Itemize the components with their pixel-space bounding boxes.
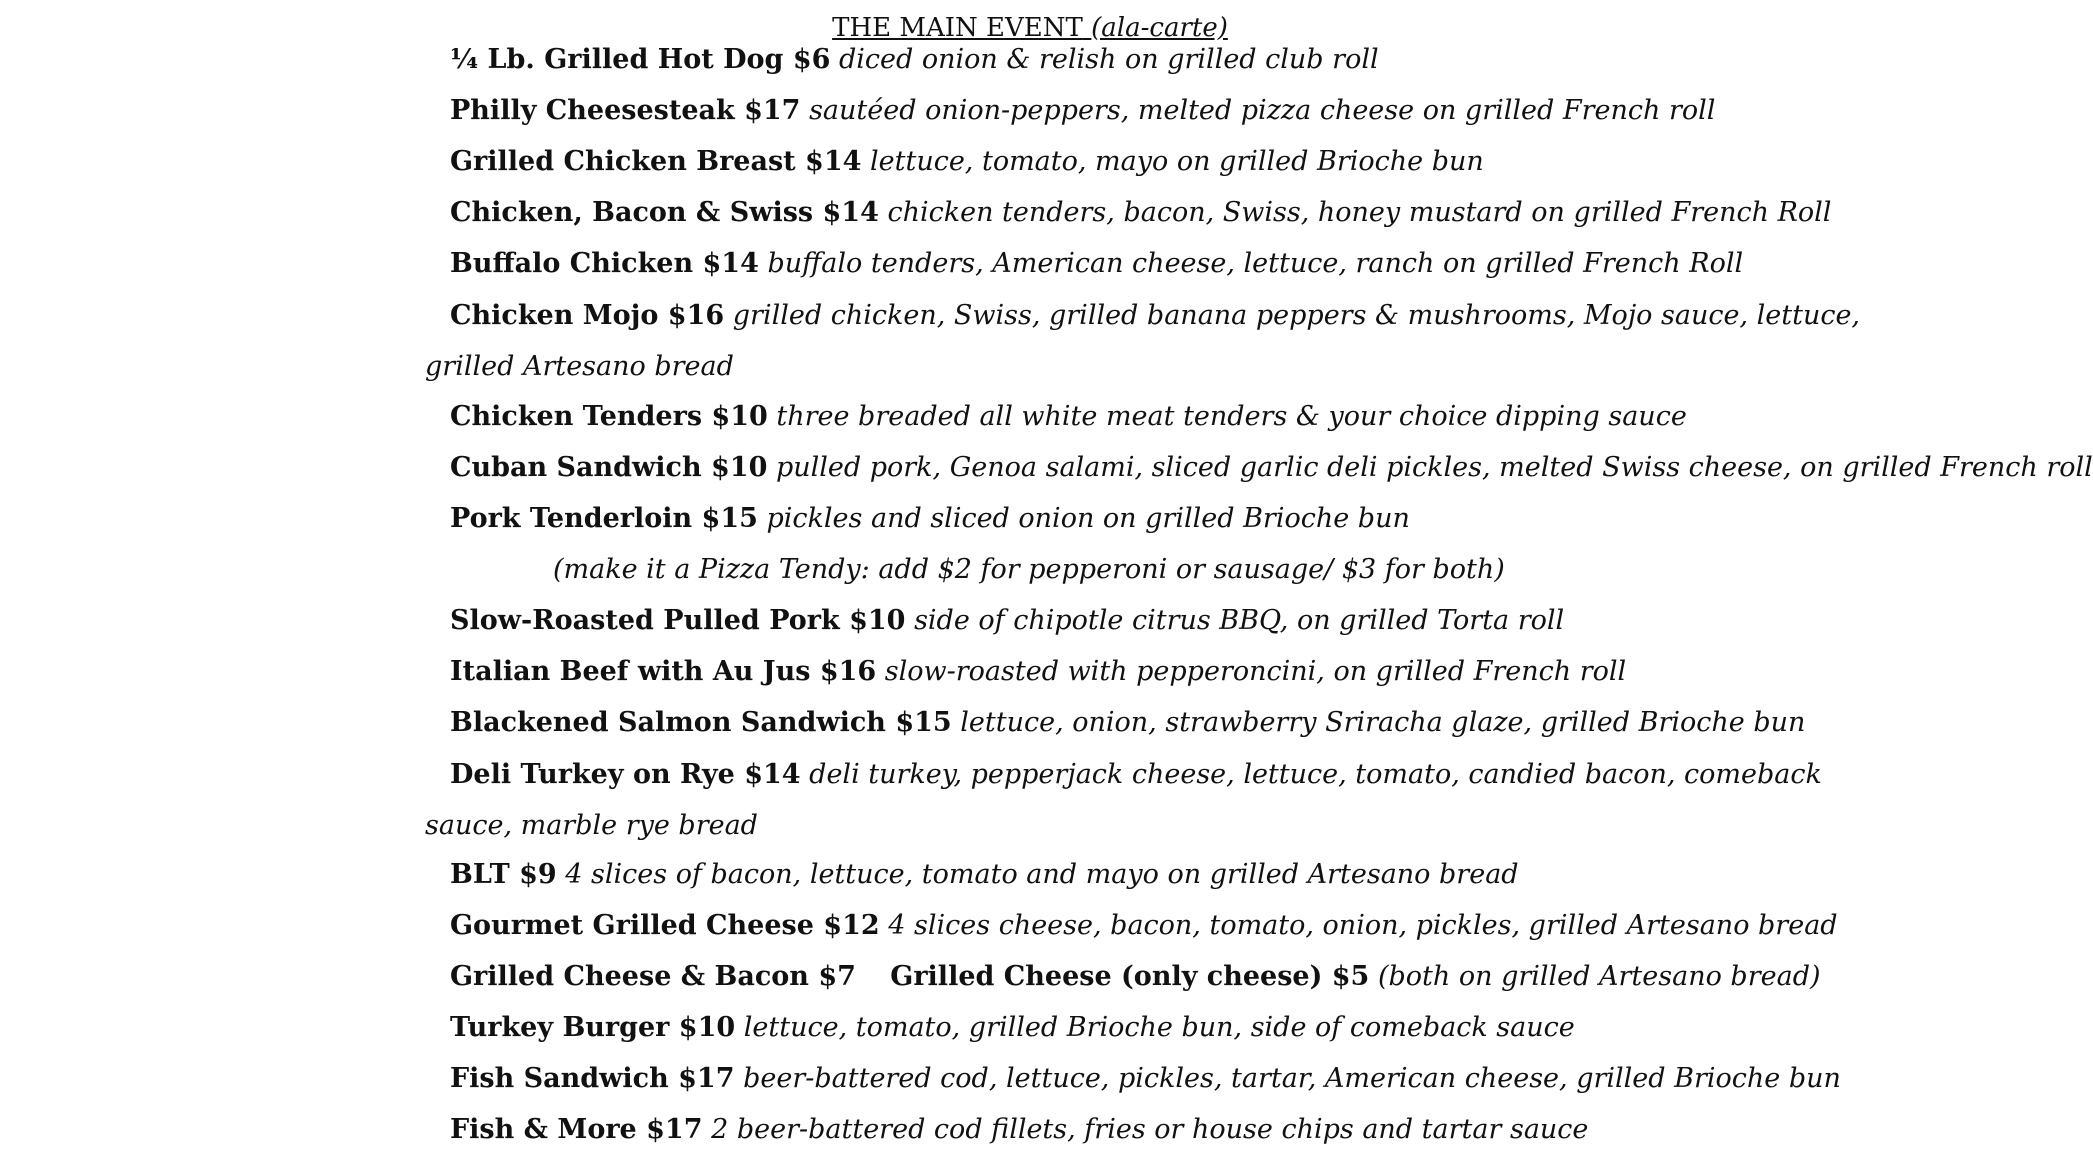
item-description: 4 slices cheese, bacon, tomato, onion, pickles, grilled Artesano bread [888, 910, 1838, 941]
item-name-secondary: Grilled Cheese (only cheese) $5 [890, 961, 1370, 992]
menu-item-turkey-burger [450, 1008, 1575, 1048]
item-name: Grilled Cheese & Bacon $7 [450, 961, 856, 992]
item-description: three breaded all white meat tenders & your choice dipping sauce [776, 401, 1687, 432]
item-name: Buffalo Chicken $14 [450, 248, 759, 279]
item-name: Philly Cheesesteak $17 [450, 95, 801, 126]
item-name: Cuban Sandwich $10 [450, 452, 768, 483]
pork-tenderloin-note: (make it a Pizza Tendy: add $2 for pepperoni or sausage/ $3 for both) [553, 554, 1505, 585]
menu-item-gourmet-grilled-cheese [450, 906, 1838, 946]
menu-item-pork-tenderloin [450, 499, 1410, 539]
item-name: Chicken Tenders $10 [450, 401, 768, 432]
item-name: Fish Sandwich $17 [450, 1063, 735, 1094]
item-description: side of chipotle citrus BBQ, on grilled Torta roll [914, 605, 1565, 636]
item-description: lettuce, tomato, grilled Brioche bun, side of comeback sauce [743, 1012, 1575, 1043]
menu-item-italian-beef [450, 652, 1626, 692]
item-name: Deli Turkey on Rye $14 [450, 759, 801, 790]
item-description: sautéed onion-peppers, melted pizza cheese on grilled French roll [809, 95, 1716, 126]
item-name: Gourmet Grilled Cheese $12 [450, 910, 880, 941]
item-description: slow-roasted with pepperoncini, on grilled French roll [884, 656, 1627, 687]
menu-item-grilled-chicken-breast [450, 142, 1484, 182]
item-name: Blackened Salmon Sandwich $15 [450, 707, 952, 738]
menu-item-chicken-mojo [425, 290, 1915, 392]
item-description: lettuce, tomato, mayo on grilled Brioche bun [870, 146, 1484, 177]
item-name: Pork Tenderloin $15 [450, 503, 758, 534]
item-name: Chicken, Bacon & Swiss $14 [450, 197, 879, 228]
item-name: Fish & More $17 [450, 1114, 703, 1145]
title-subtitle: (ala-carte) [1091, 13, 1228, 43]
item-description: chicken tenders, bacon, Swiss, honey mustard on grilled French Roll [887, 197, 1832, 228]
item-description: 4 slices of bacon, lettuce, tomato and mayo on grilled Artesano bread [565, 859, 1519, 890]
item-description: pulled pork, Genoa salami, sliced garlic deli pickles, melted Swiss cheese, on grilled French roll [775, 452, 2093, 483]
item-description: beer-battered cod, lettuce, pickles, tartar, American cheese, grilled Brioche bun [743, 1063, 1841, 1094]
item-name: Turkey Burger $10 [450, 1012, 736, 1043]
item-name: BLT $9 [450, 859, 557, 890]
item-description: (both on grilled Artesano bread) [1377, 961, 1821, 992]
menu-item-philly-cheesesteak [450, 91, 1715, 131]
menu-item-blackened-salmon [450, 703, 1805, 743]
title-main: THE MAIN EVENT [832, 13, 1083, 43]
item-name: Chicken Mojo $16 [450, 300, 725, 331]
menu-item-cuban-sandwich [450, 448, 2093, 488]
item-description: diced onion & relish on grilled club roll [839, 44, 1379, 75]
item-name: ¼ Lb. Grilled Hot Dog $6 [450, 44, 831, 75]
menu-item-deli-turkey [425, 749, 1915, 851]
item-description: deli turkey, pepperjack cheese, lettuce, tomato, candied bacon, comeback sauce, marble rye bread [425, 759, 1822, 841]
menu-item-pulled-pork [450, 601, 1564, 641]
menu-item-buffalo-chicken [450, 244, 1743, 284]
menu-item-chicken-tenders [450, 397, 1687, 437]
item-description: lettuce, onion, strawberry Sriracha glaze, grilled Brioche bun [960, 707, 1806, 738]
item-description: 2 beer-battered cod fillets, fries or house chips and tartar sauce [711, 1114, 1589, 1145]
item-description: buffalo tenders, American cheese, lettuce, ranch on grilled French Roll [767, 248, 1744, 279]
menu-item-grilled-cheese [450, 957, 1821, 997]
menu-item-fish-and-more [450, 1110, 1588, 1150]
menu-item-blt [450, 855, 1519, 895]
item-name: Slow-Roasted Pulled Pork $10 [450, 605, 906, 636]
item-description: grilled chicken, Swiss, grilled banana peppers & mushrooms, Mojo sauce, lettuce, grilled Artesano bread [425, 300, 1861, 382]
item-name: Italian Beef with Au Jus $16 [450, 656, 877, 687]
item-name: Grilled Chicken Breast $14 [450, 146, 862, 177]
menu-item-chicken-bacon-swiss [450, 193, 1831, 233]
item-description: pickles and sliced onion on grilled Brioche bun [766, 503, 1410, 534]
menu-item-fish-sandwich [450, 1059, 1841, 1099]
menu-item-hot-dog [450, 40, 1379, 80]
